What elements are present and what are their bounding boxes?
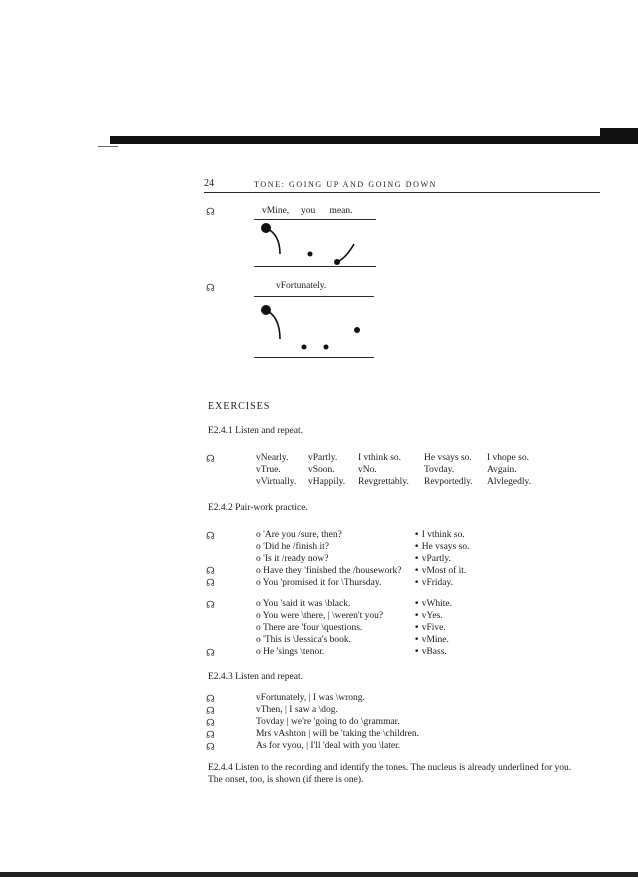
exercises-heading: EXERCISES [208,401,271,412]
grid-cell: vHappily. [308,477,346,487]
repeat-line: vThen, | I saw a \dog. [256,705,338,715]
example-sentence: vMine, you mean. [262,206,353,216]
headphones-icon: ☊ [206,566,215,577]
headphones-icon: ☊ [206,207,215,218]
prompt-line: o 'Is it /ready now? [256,554,329,564]
exercise-title: E2.4.3 Listen and repeat. [208,672,303,682]
prompt-line: o 'Are you /sure, then? [256,530,342,540]
intonation-pattern [254,297,376,357]
prompt-line: o You 'promised it for \Thursday. [256,578,382,588]
grid-cell: Tovday. [424,465,455,475]
response-text: vMine. [421,635,449,645]
response-text: vYes. [421,611,443,621]
response-line: • vMine. [414,635,449,645]
headphones-icon: ☊ [206,730,215,741]
headphones-icon: ☊ [206,531,215,542]
headphones-icon: ☊ [206,706,215,717]
headphones-icon: ☊ [206,454,215,465]
grid-cell: I vthink so. [358,453,402,463]
response-text: vFive. [421,623,446,633]
grid-cell: Revportedly. [424,477,473,487]
repeat-line: As for vyou, | I'll 'deal with you \later. [256,741,401,751]
response-text: vMost of it. [421,566,467,576]
pattern-rule-bottom [254,266,376,267]
dot [324,345,329,350]
scan-bottom-bar [0,872,638,877]
dot [308,252,313,257]
grid-cell: Avgain. [487,465,517,475]
prompt-line: o He 'sings \tenor. [256,647,325,657]
grid-cell: vNo. [358,465,377,475]
repeat-line: Mrs vAshton | will be 'taking the \children. [256,729,419,739]
page-number: 24 [204,178,214,189]
headphones-icon: ☊ [206,648,215,659]
dot [302,345,307,350]
grid-cell: vPartly. [308,453,338,463]
response-line: • vFive. [414,623,446,633]
prompt-line: o 'This is \Jessica's book. [256,635,351,645]
running-title: TONE: GOING UP AND GOING DOWN [254,180,438,189]
dot [354,327,360,333]
headphones-icon: ☊ [206,742,215,753]
scan-edge-bar [110,136,638,144]
prompt-line: o There are 'four \questions. [256,623,363,633]
prompt-line: o You were \there, | \weren't you? [256,611,384,621]
headphones-icon: ☊ [206,283,215,294]
repeat-line: Tovday | we're 'going to do \grammar. [256,717,400,727]
response-line: • vMost of it. [414,566,467,576]
prompt-line: o Have they 'finished the /housework? [256,566,402,576]
response-line: • vYes. [414,611,443,621]
intonation-pattern [254,220,378,270]
repeat-line: vFortunately, | I was \wrong. [256,693,365,703]
prompt-line: o 'Did he /finish it? [256,542,329,552]
grid-cell: He vsays so. [424,453,472,463]
grid-cell: Revgrettably. [358,477,409,487]
response-text: vFriday. [421,578,453,588]
headphones-icon: ☊ [206,718,215,729]
exercise-title: E2.4.1 Listen and repeat. [208,426,303,436]
response-text: vWhite. [421,599,453,609]
headphones-icon: ☊ [206,694,215,705]
headphones-icon: ☊ [206,600,215,611]
pattern-rule-bottom [254,357,374,358]
grid-cell: I vhope so. [487,453,529,463]
response-text: He vsays so. [421,542,470,552]
response-line: • I vthink so. [414,530,465,540]
response-line: • vPartly. [414,554,451,564]
prompt-line: o You 'said it was \black. [256,599,351,609]
exercise-title: E2.4.2 Pair-work practice. [208,503,308,513]
grid-cell: vVirtually. [256,477,297,487]
response-line: • He vsays so. [414,542,470,552]
instruction-line: The onset, too, is shown (if there is one). [208,775,364,785]
example-sentence: vFortunately. [276,281,327,291]
grid-cell: Alvlegedly. [487,477,531,487]
response-line: • vBass. [414,647,447,657]
response-text: vPartly. [421,554,451,564]
response-line: • vWhite. [414,599,453,609]
grid-cell: vSoon. [308,465,335,475]
rise-contour [337,244,354,262]
header-rule [204,192,600,193]
response-text: I vthink so. [421,530,465,540]
instruction-line: E2.4.4 Listen to the recording and identify the tones. The nucleus is already underlined for you. [208,763,572,773]
response-line: • vFriday. [414,578,453,588]
headphones-icon: ☊ [206,578,215,589]
grid-cell: vNearly. [256,453,289,463]
grid-cell: vTrue. [256,465,281,475]
response-text: vBass. [421,647,447,657]
scan-edge-tail [98,146,118,147]
scan-edge-bar-thick [600,128,638,144]
